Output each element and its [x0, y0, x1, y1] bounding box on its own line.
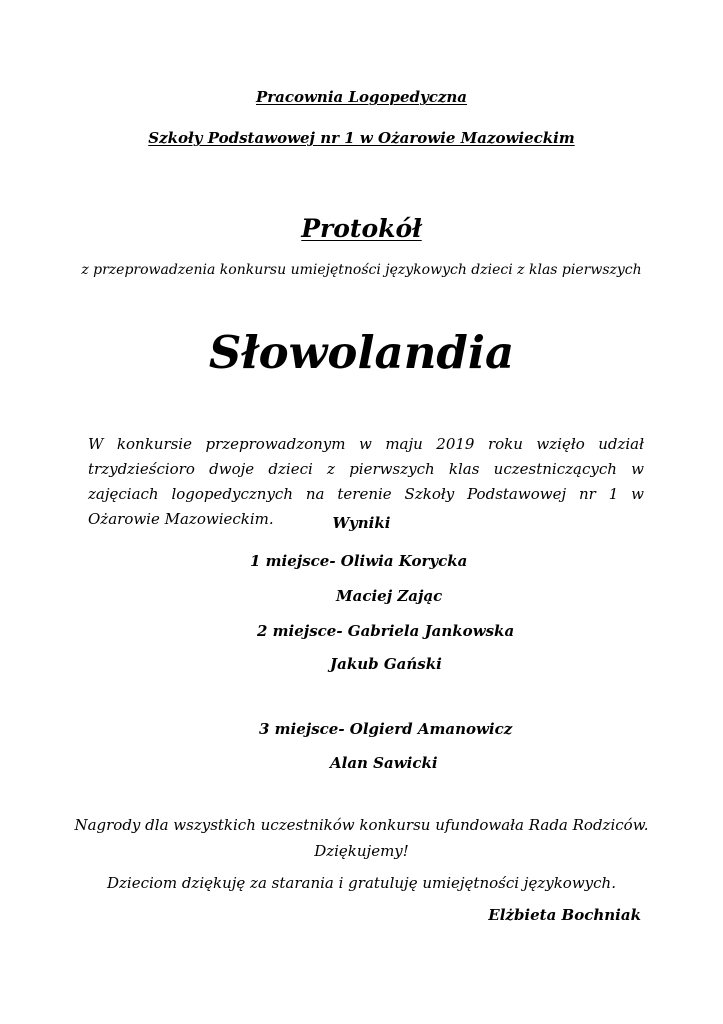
document-title: Protokół [301, 214, 422, 243]
result-second-place-second: Jakub Gański [330, 655, 442, 673]
footer-thanks: Dziękujemy! [314, 842, 409, 860]
footer-prizes: Nagrody dla wszystkich uczestników konkursu ufundowała Rada Rodziców. [74, 816, 649, 834]
result-third-place-second: Alan Sawicki [330, 754, 438, 772]
contest-name: Słowolandia [208, 326, 515, 379]
results-heading: Wyniki [332, 514, 391, 532]
header-line-2: Szkoły Podstawowej nr 1 w Ożarowie Mazowieckim [148, 129, 575, 147]
document-subtitle: z przeprowadzenia konkursu umiejętności językowych dzieci z klas pierwszych [81, 262, 642, 278]
result-first-place: 1 miejsce- Oliwia Korycka [250, 552, 468, 570]
footer-congrats: Dzieciom dziękuję za starania i gratuluję umiejętności językowych. [107, 874, 616, 892]
signature: Elżbieta Bochniak [488, 906, 641, 924]
intro-paragraph: W konkursie przeprowadzonym w maju 2019 roku wzięło udział trzydzieścioro dwoje dzieci z pierwszych klas uczestniczących w zajęciach logopedycznych na terenie Szkoły Podstawowej nr 1 w Ożarowie Mazowieckim. [88, 435, 644, 528]
result-second-place: 2 miejsce- Gabriela Jankowska [257, 622, 515, 640]
result-first-place-second: Maciej Zając [336, 587, 443, 605]
header-line-1: Pracownia Logopedyczna [255, 88, 468, 106]
result-third-place: 3 miejsce- Olgierd Amanowicz [259, 720, 513, 738]
